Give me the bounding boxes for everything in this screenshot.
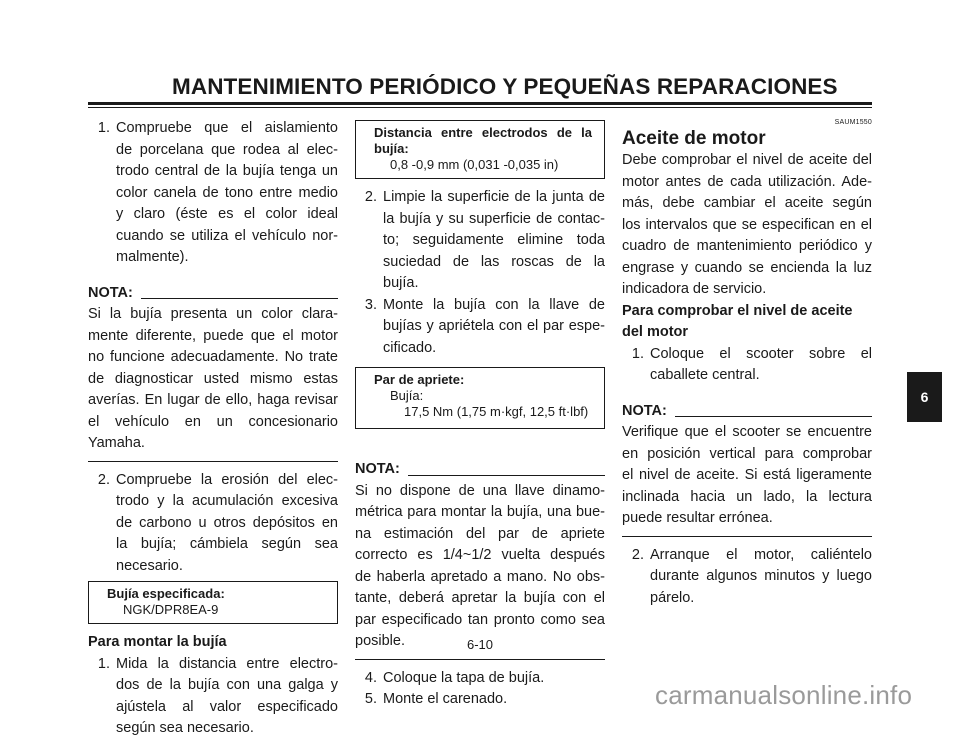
note-end-rule [622, 536, 872, 537]
watermark: carmanualsonline.info [655, 680, 913, 710]
list-item-step-4: 4. Coloque la tapa de bujía. [355, 668, 605, 690]
list-item-step-2: 2. Limpie la superficie de la junta de la bujía y su superficie de contac- to; seguidamente elimine toda suciedad de las roscas de la bujía. [355, 187, 605, 295]
header-rule-thick [88, 102, 872, 105]
section-heading-mount: Para montar la bujía [88, 634, 227, 650]
subheading-check-oil-cont: del motor [622, 324, 689, 340]
item-number: 3. [364, 296, 377, 313]
item-number: 5. [364, 691, 377, 707]
list-item-step-1: 1. Coloque el scooter sobre el caballete central. [622, 344, 872, 387]
page-number: 6-10 [466, 637, 494, 652]
item-number: 1. [97, 120, 110, 136]
section-heading-engine-oil: Aceite de motor [622, 128, 766, 149]
spec-box-spark-plug: Bujía especificada: NGK/DPR8EA-9 [88, 581, 338, 624]
note-end-rule [355, 659, 605, 660]
note-text: Si no dispone de una llave dinamo- métrica para montar la bujía, una bue- na estimación del par de apriete correcto es 1/4~1/2 vuelta después de haberla apretado a mano. No obs- tante, deberá apretar la bujía con el par especificado tan pronto como sea posible. [355, 482, 605, 649]
spec-box-electrode-gap: Distancia entre electrodos de la bujía: 0,8 -0,9 mm (0,031 -0,035 in) [355, 120, 605, 179]
note-heading: NOTA: [88, 283, 338, 305]
item-number: 1. [97, 655, 110, 672]
note-end-rule [88, 461, 338, 462]
item-number: 2. [97, 471, 110, 488]
spec-box-torque: Par de apriete: Bujía: 17,5 Nm (1,75 m·kgf, 12,5 ft·lbf) [355, 367, 605, 429]
chapter-tab: 6 [907, 372, 942, 422]
item-number: 2. [631, 546, 644, 563]
list-item-step-1: 1. Mida la distancia entre electro- dos de la bujía con una galga y ajústela al valor especificado según sea necesario. [88, 654, 338, 740]
note-text: Si la bujía presenta un color clara- mente diferente, puede que el motor no funcione adecuadamente. No trate de diagnosticar usted mismo estas averías. En lugar de ello, haga revisar el vehículo en un concesionario Yamaha. [88, 306, 338, 451]
list-item-step-2: 2. Arranque el motor, caliéntelo durante algunos minutos y luego párelo. [622, 545, 872, 610]
column-right [622, 118, 872, 609]
column-middle [355, 120, 605, 711]
item-number: 2. [364, 189, 377, 205]
header-rule-thin [88, 107, 872, 108]
intro-text: Debe comprobar el nivel de aceite del motor antes de cada utilización. Ade- más, debe cambiar el aceite según los intervalos que se especifican en el cuadro de mantenimiento periódico y engrase y cuando se encienda la luz indicadora de servicio. [622, 152, 872, 297]
list-item-step-5: 5. Monte el carenado. [355, 689, 605, 711]
page-header: MANTENIMIENTO PERIÓDICO Y PEQUEÑAS REPARACIONES [172, 74, 838, 99]
item-number: 4. [364, 669, 377, 686]
note-heading: NOTA: [355, 459, 605, 481]
item-number: 1. [631, 345, 644, 362]
list-item-2: 2. Compruebe la erosión del elec- trodo y la acumulación excesiva de carbono u otros depósitos en la bujía; cámbiela según sea necesario. [88, 470, 338, 578]
list-item-step-3: 3. Monte la bujía con la llave de bujías y apriétela con el par espe- cificado. [355, 295, 605, 360]
subheading-check-oil: Para comprobar el nivel de aceite [622, 302, 853, 319]
list-item-1: 1. Compruebe que el aislamiento de porcelana que rodea al elec- trodo central de la bujía tenga un color canela de tono entre medio y claro (éste es el color ideal cuando se utiliza el vehículo nor- malmente). [88, 118, 338, 269]
section-code: SAUM1550 [834, 119, 872, 126]
note-text: Verifique que el scooter se encuentre en posición vertical para comprobar el nivel de aceite. Si está ligeramente inclinada hacia un lado, la lectura puede resultar errónea. [622, 424, 872, 526]
note-heading: NOTA: [622, 401, 872, 423]
